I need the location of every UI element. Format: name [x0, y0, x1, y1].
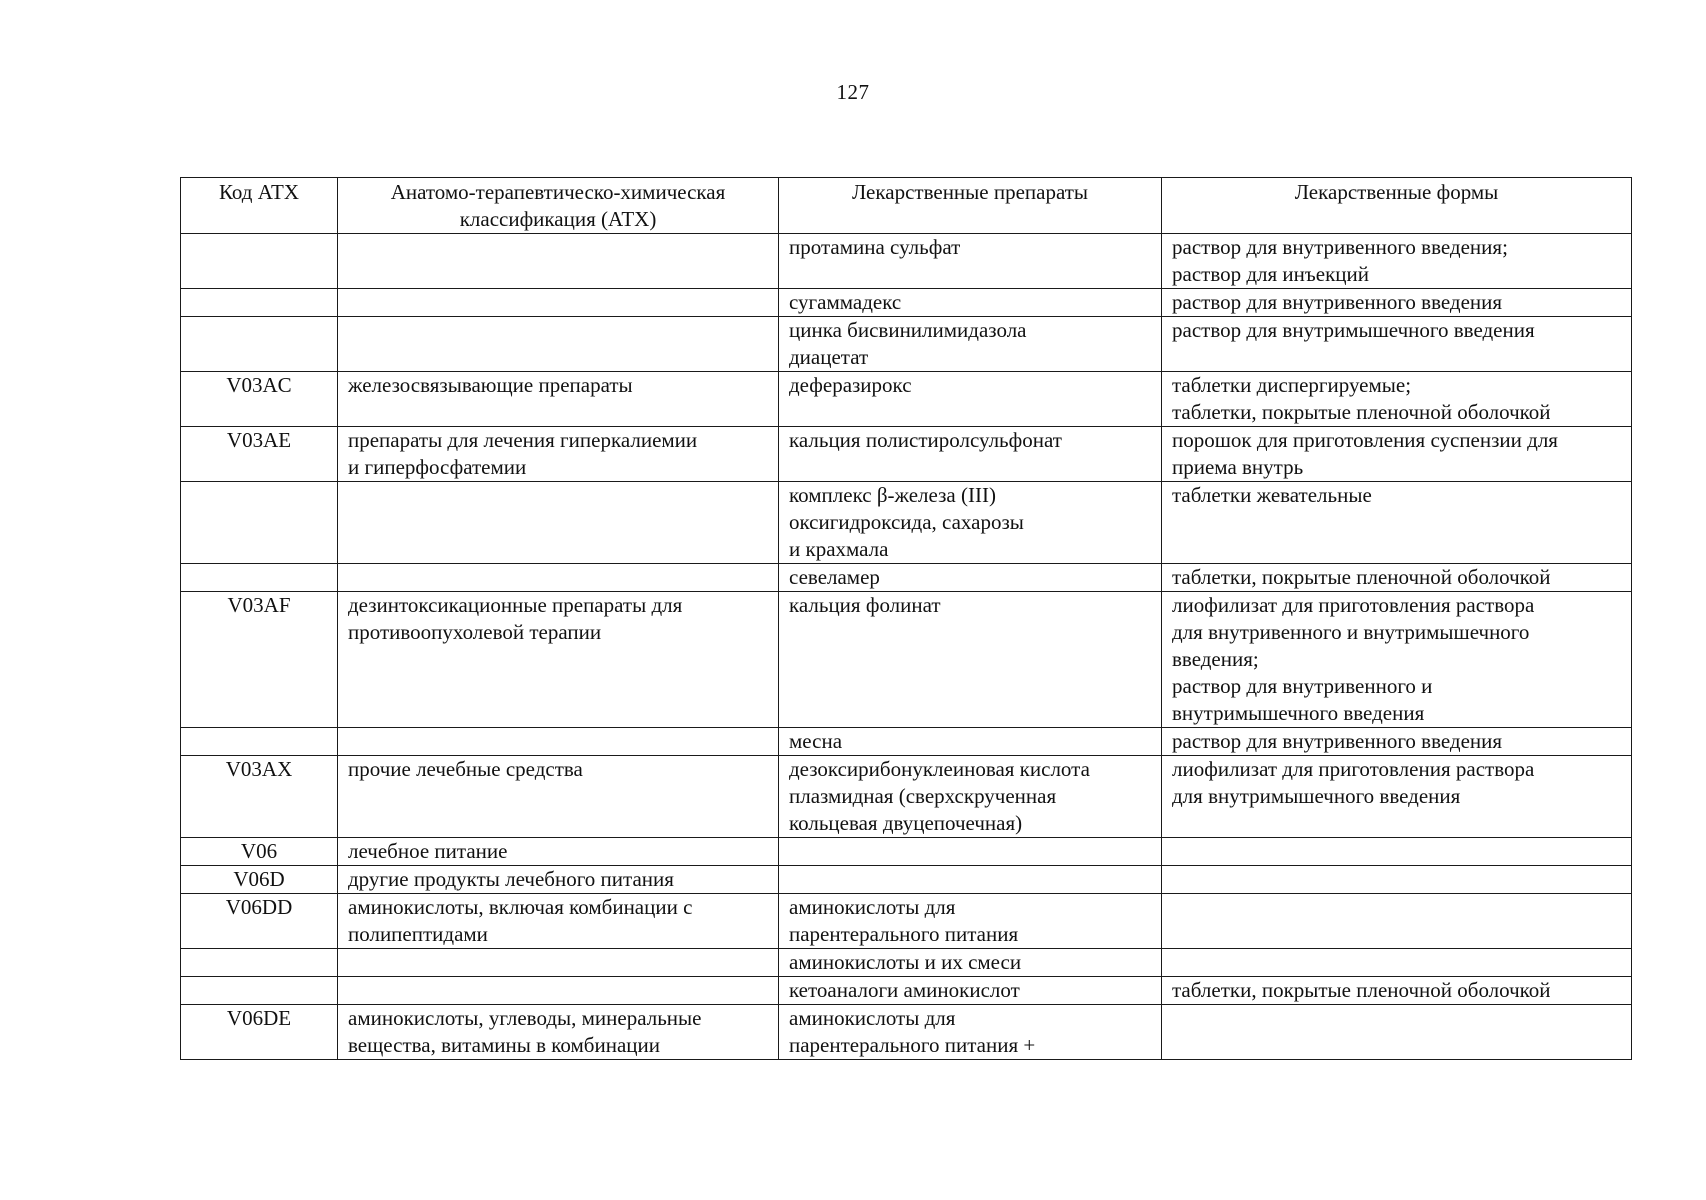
cell-classification — [338, 234, 779, 289]
cell-classification — [338, 894, 779, 949]
cell-classification — [338, 289, 779, 317]
cell-code — [181, 894, 338, 949]
header-row — [181, 178, 1632, 234]
cell-text-line: севеламер — [789, 565, 880, 589]
cell-text-line: вещества, витамины в комбинации — [348, 1033, 661, 1057]
cell-classification — [338, 427, 779, 482]
cell-forms — [1162, 949, 1632, 977]
cell-text-line: и крахмала — [789, 537, 889, 561]
cell-code — [181, 838, 338, 866]
cell-code — [181, 317, 338, 372]
cell-classification — [338, 728, 779, 756]
atx-drug-table — [180, 177, 1632, 1060]
cell-text-line: раствор для внутривенного и — [1172, 674, 1433, 698]
cell-text-line: месна — [789, 729, 843, 753]
header-forms: Лекарственные формы — [1162, 178, 1632, 234]
cell-text-line: кетоаналоги аминокислот — [789, 978, 1020, 1002]
cell-forms — [1162, 234, 1632, 289]
cell-code — [181, 949, 338, 977]
cell-code — [181, 427, 338, 482]
cell-classification — [338, 756, 779, 838]
cell-forms — [1162, 372, 1632, 427]
cell-text-line: кальция фолинат — [789, 593, 941, 617]
cell-forms — [1162, 317, 1632, 372]
cell-text-line: оксигидроксида, сахарозы — [789, 510, 1024, 534]
cell-code — [181, 866, 338, 894]
cell-text-line: таблетки жевательные — [1172, 483, 1372, 507]
cell-text-line: препараты для лечения гиперкалиемии — [348, 428, 698, 452]
cell-classification — [338, 977, 779, 1005]
cell-forms — [1162, 756, 1632, 838]
cell-text-line: таблетки диспергируемые; — [1172, 373, 1412, 397]
cell-text-line: таблетки, покрытые пленочной оболочкой — [1172, 565, 1551, 589]
cell-text-line: лиофилизат для приготовления раствора — [1172, 757, 1535, 781]
table-body — [181, 234, 1632, 1060]
cell-text-line: для внутримышечного введения — [1172, 784, 1461, 808]
cell-code — [181, 234, 338, 289]
cell-text-line: V06 — [240, 839, 278, 863]
table-row — [181, 427, 1632, 482]
cell-drug — [779, 866, 1162, 894]
cell-text-line: аминокислоты для — [789, 1006, 956, 1030]
cell-drug — [779, 838, 1162, 866]
cell-text-line: аминокислоты, углеводы, минеральные — [348, 1006, 702, 1030]
cell-text-line: лиофилизат для приготовления раствора — [1172, 593, 1535, 617]
cell-drug — [779, 564, 1162, 592]
cell-text-line: прочие лечебные средства — [348, 757, 583, 781]
cell-classification — [338, 949, 779, 977]
table-row — [181, 1005, 1632, 1060]
cell-text-line: раствор для инъекций — [1172, 262, 1369, 286]
cell-classification — [338, 564, 779, 592]
cell-text-line: противоопухолевой терапии — [348, 620, 602, 644]
cell-text-line: раствор для внутривенного введения — [1172, 729, 1503, 753]
cell-text-line: плазмидная (сверхскрученная — [789, 784, 1057, 808]
cell-text-line: кальция полистиролсульфонат — [789, 428, 1062, 452]
cell-code — [181, 592, 338, 728]
table-row — [181, 977, 1632, 1005]
cell-text-line: V06DE — [226, 1006, 292, 1030]
cell-code — [181, 728, 338, 756]
cell-code — [181, 289, 338, 317]
cell-drug — [779, 234, 1162, 289]
cell-text-line: дезинтоксикационные препараты для — [348, 593, 683, 617]
cell-classification — [338, 1005, 779, 1060]
cell-text-line: полипептидами — [348, 922, 488, 946]
cell-text-line: V03AE — [226, 428, 292, 452]
cell-text-line: деферазирокс — [789, 373, 912, 397]
table-row — [181, 234, 1632, 289]
cell-classification — [338, 866, 779, 894]
table-header — [181, 178, 1632, 234]
table-row — [181, 866, 1632, 894]
cell-text-line: дезоксирибонуклеиновая кислота — [789, 757, 1090, 781]
cell-text-line: парентерального питания — [789, 922, 1019, 946]
cell-code — [181, 756, 338, 838]
cell-forms — [1162, 289, 1632, 317]
header-classification: Анатомо-терапевтическо-химическая классификация (АТХ) — [338, 178, 779, 234]
table-row — [181, 317, 1632, 372]
cell-text-line: для внутривенного и внутримышечного — [1172, 620, 1530, 644]
cell-code — [181, 372, 338, 427]
table-row — [181, 372, 1632, 427]
cell-text-line: таблетки, покрытые пленочной оболочкой — [1172, 400, 1551, 424]
cell-drug — [779, 592, 1162, 728]
table-row — [181, 592, 1632, 728]
cell-text-line: комплекс β-железа (III) — [789, 483, 996, 507]
cell-text-line: сугаммадекс — [789, 290, 902, 314]
cell-classification — [338, 838, 779, 866]
cell-forms — [1162, 592, 1632, 728]
cell-drug — [779, 317, 1162, 372]
cell-text-line: цинка бисвинилимидазола — [789, 318, 1027, 342]
table-row — [181, 728, 1632, 756]
cell-forms — [1162, 1005, 1632, 1060]
cell-forms — [1162, 728, 1632, 756]
cell-text-line: парентерального питания + — [789, 1033, 1036, 1057]
cell-classification — [338, 592, 779, 728]
table-row — [181, 756, 1632, 838]
cell-code — [181, 1005, 338, 1060]
cell-drug — [779, 894, 1162, 949]
cell-drug — [779, 1005, 1162, 1060]
table-row — [181, 894, 1632, 949]
cell-forms — [1162, 866, 1632, 894]
cell-drug — [779, 756, 1162, 838]
header-code: Код АТХ — [181, 178, 338, 234]
cell-text-line: диацетат — [789, 345, 869, 369]
cell-text-line: V03AX — [225, 757, 293, 781]
cell-classification — [338, 482, 779, 564]
cell-text-line: V03AF — [227, 593, 291, 617]
cell-text-line: внутримышечного введения — [1172, 701, 1425, 725]
cell-code — [181, 564, 338, 592]
cell-drug — [779, 289, 1162, 317]
table-row — [181, 289, 1632, 317]
cell-text-line: протамина сульфат — [789, 235, 961, 259]
cell-forms — [1162, 564, 1632, 592]
cell-classification — [338, 317, 779, 372]
cell-drug — [779, 372, 1162, 427]
header-drugs: Лекарственные препараты — [779, 178, 1162, 234]
cell-text-line: аминокислоты и их смеси — [789, 950, 1022, 974]
cell-text-line: другие продукты лечебного питания — [348, 867, 674, 891]
table-row — [181, 482, 1632, 564]
cell-code — [181, 482, 338, 564]
cell-text-line: железосвязывающие препараты — [348, 373, 633, 397]
cell-forms — [1162, 977, 1632, 1005]
cell-text-line: аминокислоты для — [789, 895, 956, 919]
cell-text-line: и гиперфосфатемии — [348, 455, 527, 479]
cell-forms — [1162, 838, 1632, 866]
cell-drug — [779, 949, 1162, 977]
cell-text-line: аминокислоты, включая комбинации с — [348, 895, 693, 919]
cell-text-line: кольцевая двуцепочечная) — [789, 811, 1023, 835]
cell-drug — [779, 977, 1162, 1005]
cell-text-line: приема внутрь — [1172, 455, 1304, 479]
cell-code — [181, 977, 338, 1005]
cell-forms — [1162, 482, 1632, 564]
cell-forms — [1162, 894, 1632, 949]
cell-text-line: V06DD — [225, 895, 293, 919]
cell-drug — [779, 427, 1162, 482]
cell-text-line: введения; — [1172, 647, 1259, 671]
cell-text-line: V03AC — [226, 373, 292, 397]
cell-text-line: раствор для внутривенного введения — [1172, 290, 1503, 314]
cell-text-line: раствор для внутривенного введения; — [1172, 235, 1508, 259]
table-row — [181, 564, 1632, 592]
table-row — [181, 949, 1632, 977]
cell-classification — [338, 372, 779, 427]
cell-text-line: таблетки, покрытые пленочной оболочкой — [1172, 978, 1551, 1002]
cell-text-line: порошок для приготовления суспензии для — [1172, 428, 1558, 452]
cell-text-line: раствор для внутримышечного введения — [1172, 318, 1535, 342]
cell-drug — [779, 728, 1162, 756]
cell-drug — [779, 482, 1162, 564]
table-row — [181, 838, 1632, 866]
cell-text-line: V06D — [233, 867, 285, 891]
cell-text-line: лечебное питание — [348, 839, 508, 863]
cell-forms — [1162, 427, 1632, 482]
page-number: 127 — [836, 80, 870, 104]
